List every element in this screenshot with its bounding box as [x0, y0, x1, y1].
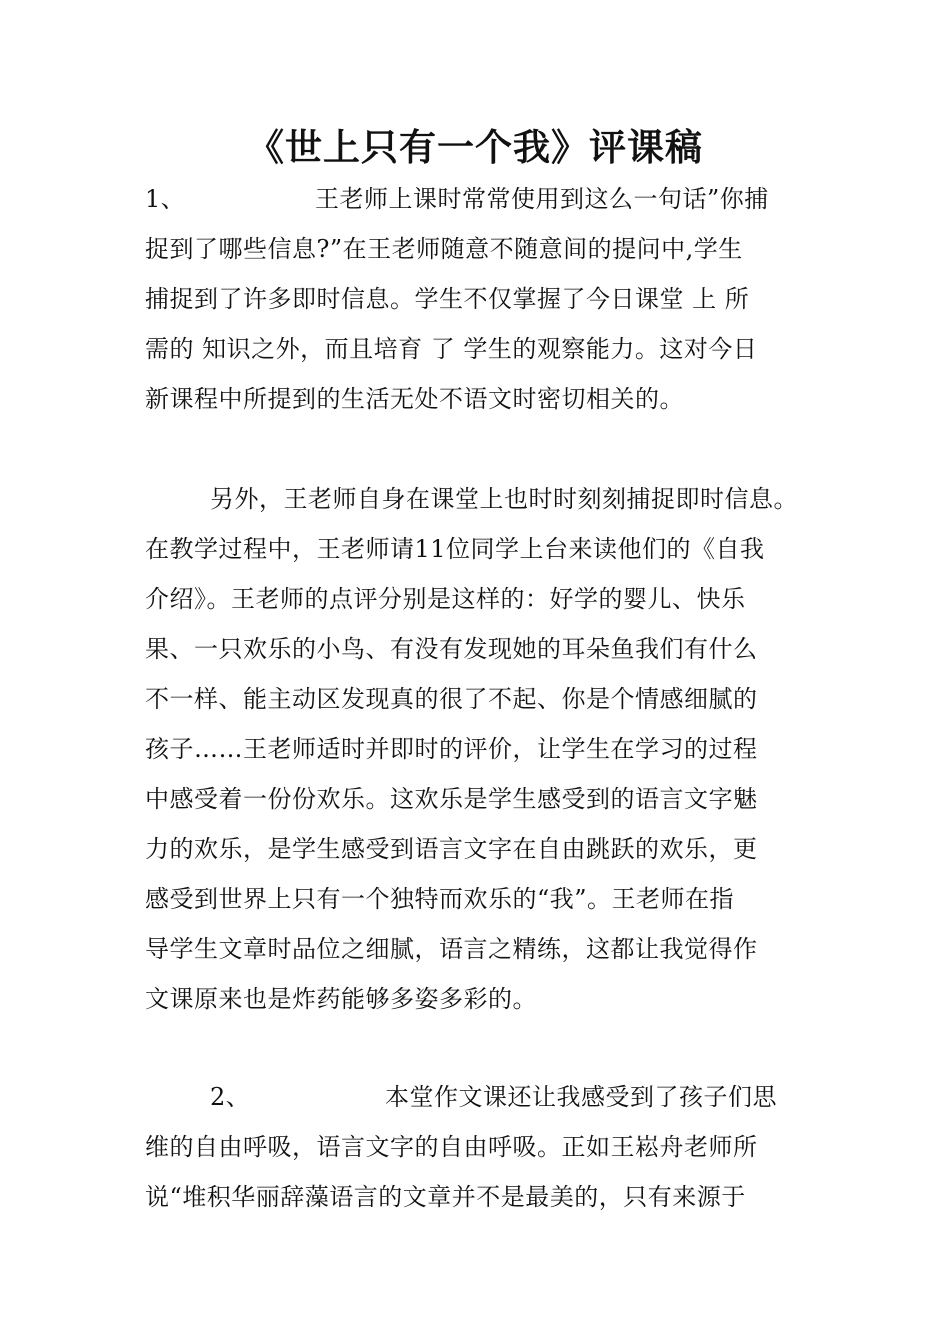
paragraph-2-line-10: 导学生文章时品位之细腻，语言之精练，这都让我觉得作: [145, 935, 758, 963]
paragraph-2-line-7: 中感受着一份份欢乐。这欢乐是学生感受到的语言文字魅: [145, 785, 758, 813]
paragraph-3-line-3: 说“堆积华丽辞藻语言的文章并不是最美的，只有来源于: [145, 1183, 746, 1211]
paragraph-1-line-5: 新课程中所提到的生活无处不语文时密切相关的。: [145, 385, 684, 413]
paragraph-2-line-1: 另外，王老师自身在课堂上也时时刻刻捕捉即时信息。: [210, 485, 798, 513]
paragraph-2-line-11: 文课原来也是炸药能够多姿多彩的。: [145, 985, 537, 1013]
paragraph-2-line-3: 介绍》。王老师的点评分别是这样的：好学的婴儿、快乐: [145, 585, 746, 613]
paragraph-2-line-8: 力的欢乐，是学生感受到语言文字在自由跳跃的欢乐，更: [145, 835, 758, 863]
paragraph-3-number: 2、: [210, 1083, 251, 1111]
paragraph-3-line-2: 维的自由呼吸，语言文字的自由呼吸。正如王崧舟老师所: [145, 1133, 758, 1161]
paragraph-2-line-2: 在教学过程中，王老师请11位同学上台来读他们的《自我: [145, 535, 765, 563]
paragraph-1-number: 1、: [145, 185, 186, 213]
paragraph-2-line-9: 感受到世界上只有一个独特而欢乐的“我”。王老师在指: [145, 885, 735, 913]
paragraph-1-line-4: 需的 知识之外，而且培育 了 学生的观察能力。这对今日: [145, 335, 758, 363]
paragraph-3-line-1: [210, 1080, 890, 1114]
paragraph-1-line-1-text: 王老师上课时常常使用到这么一句话”你捕: [315, 185, 769, 213]
paragraph-2-line-5: 不一样、能主动区发现真的很了不起、你是个情感细腻的: [145, 685, 758, 713]
paragraph-3-line-1-text: 本堂作文课还让我感受到了孩子们思: [385, 1083, 777, 1111]
paragraph-2-line-4: 果、一只欢乐的小鸟、有没有发现她的耳朵鱼我们有什么: [145, 635, 758, 663]
paragraph-1-line-3: 捕捉到了许多即时信息。学生不仅掌握了今日课堂 上 所: [145, 285, 750, 313]
paragraph-1-line-2: 捉到了哪些信息?”在王老师随意不随意间的提问中,学生: [145, 235, 743, 263]
paragraph-2-line-6: 孩子……王老师适时并即时的评价，让学生在学习的过程: [145, 735, 758, 763]
paragraph-1-line-1: [145, 182, 825, 216]
document-title: 《世上只有一个我》评课稿: [247, 126, 703, 169]
